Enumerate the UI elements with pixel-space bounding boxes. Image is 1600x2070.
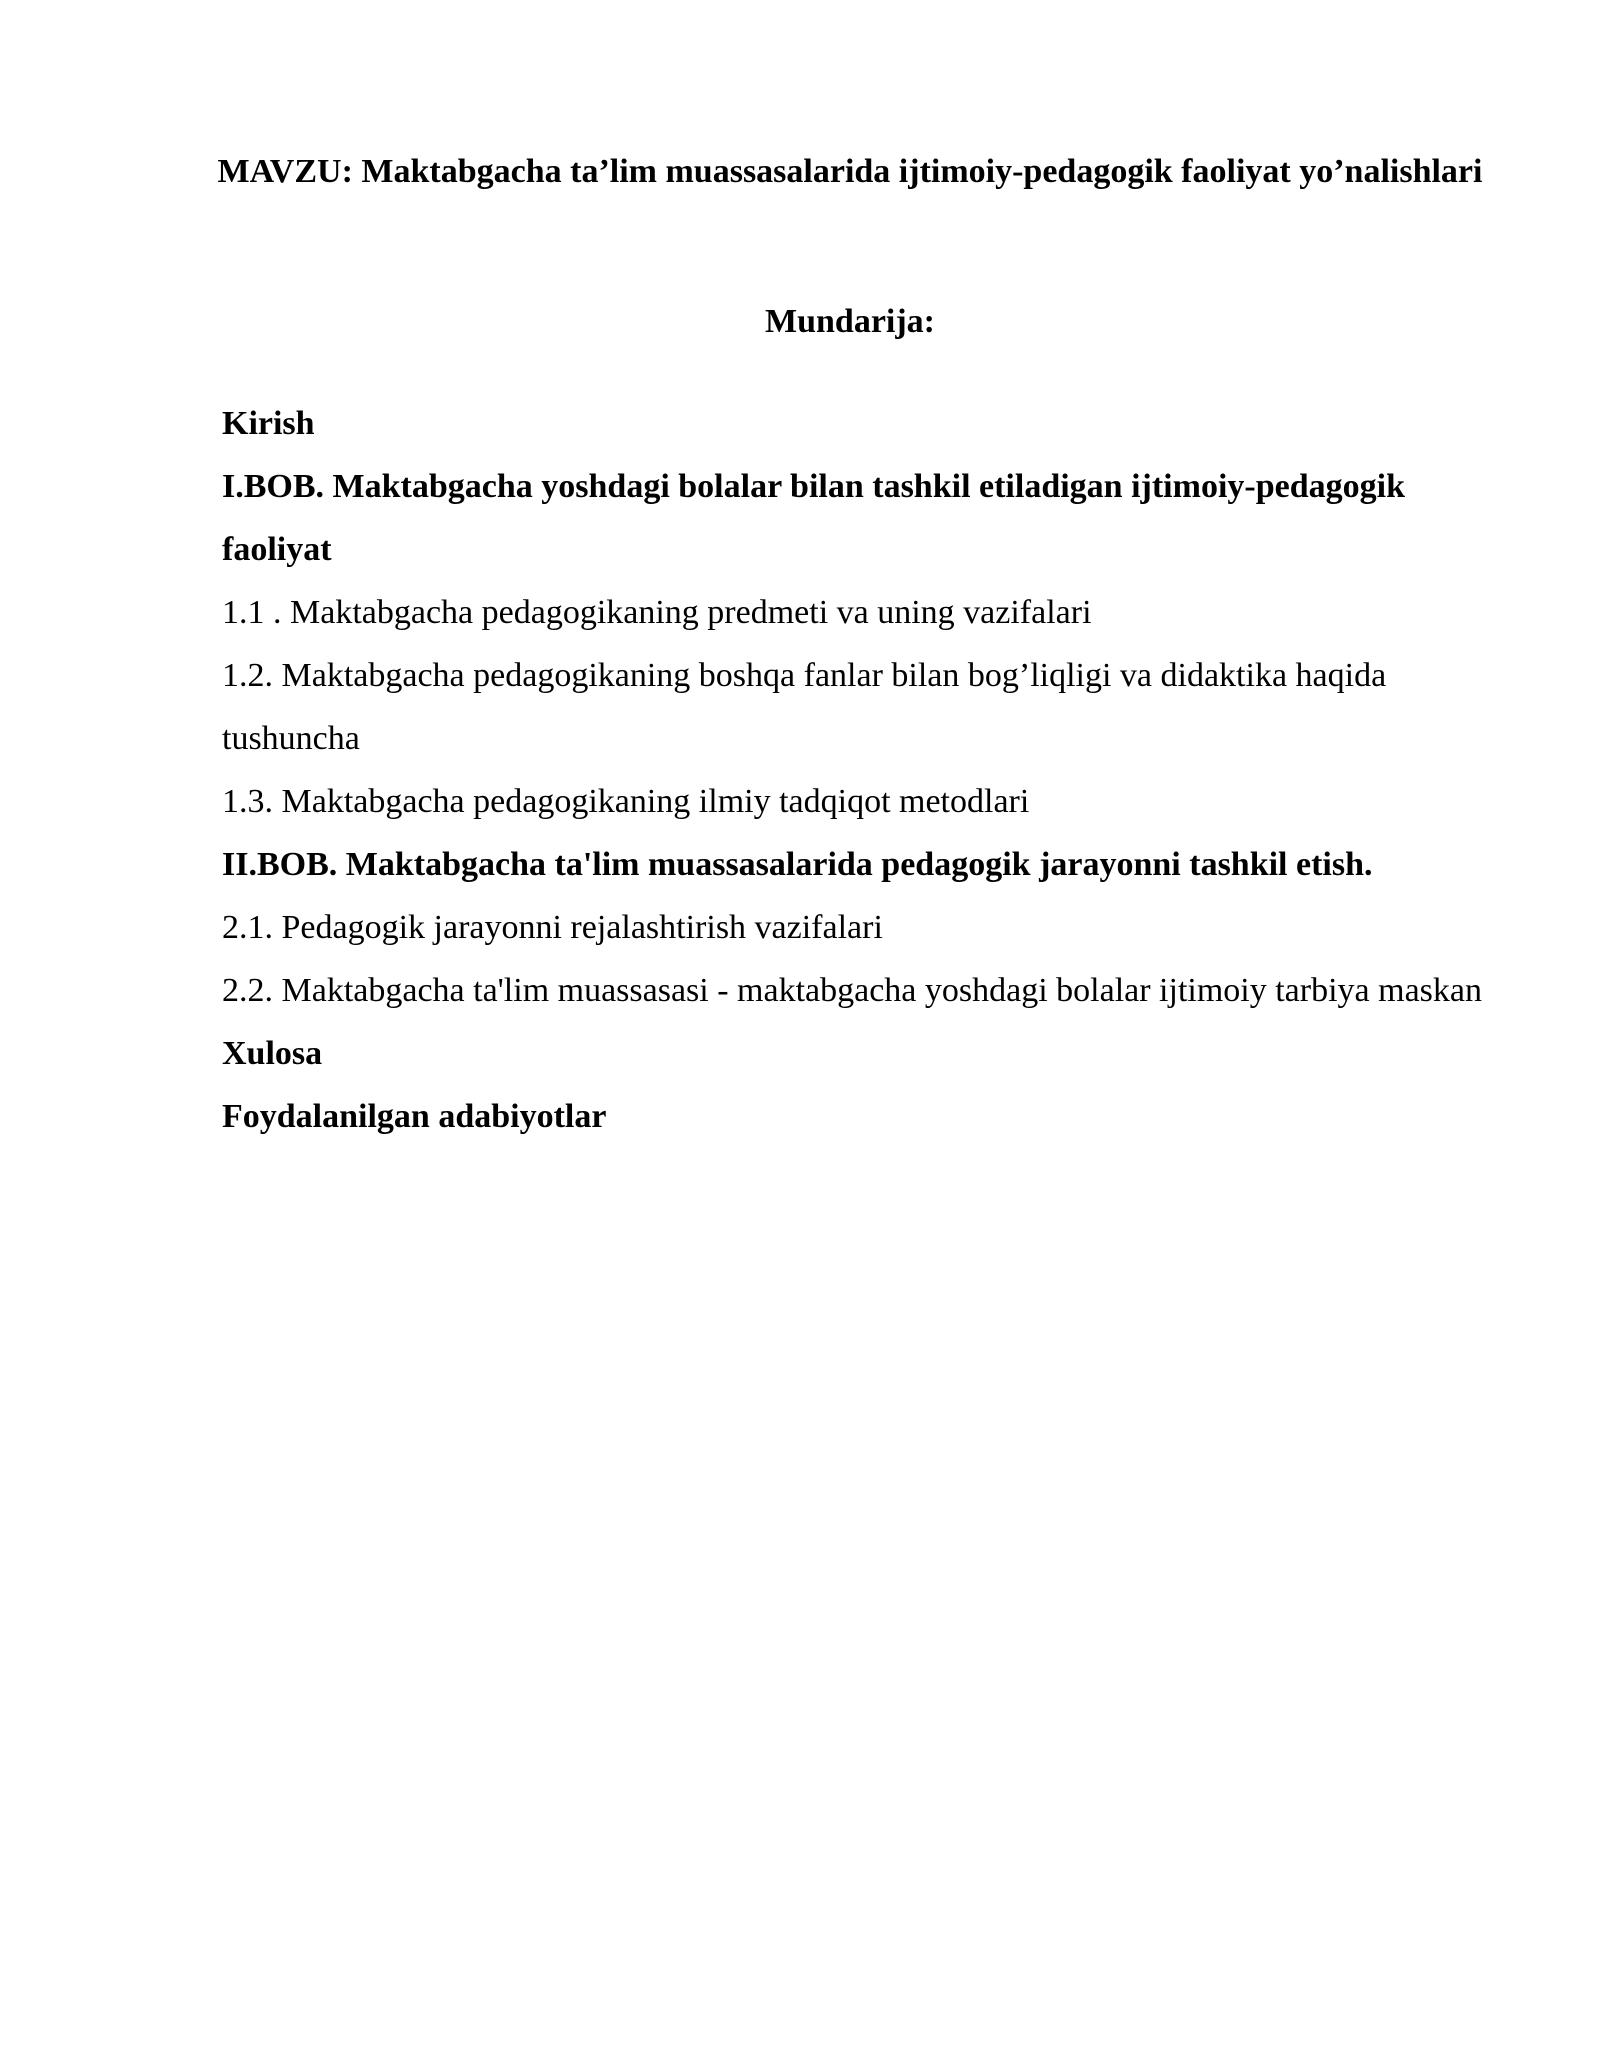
toc-entry-xulosa: Xulosa [222, 1035, 323, 1072]
toc-entry-references: Foydalanilgan adabiyotlar [222, 1098, 607, 1135]
toc-entry-section-1-3: 1.3. Maktabgacha pedagogikaning ilmiy tadqiqot metodlari [222, 783, 1030, 820]
toc-entry-section-1-2: 1.2. Maktabgacha pedagogikaning boshqa fanlar bilan bog’liqligi va didaktika haqida tushuncha [222, 657, 1387, 757]
table-of-contents [222, 392, 1492, 1148]
toc-entry-chapter-1: I.BOB. Maktabgacha yoshdagi bolalar bilan tashkil etiladigan ijtimoiy-pedagogik faoliyat [222, 468, 1405, 568]
toc-entry-section-1-1: 1.1 . Maktabgacha pedagogikaning predmeti va uning vazifalari [222, 594, 1092, 631]
toc-entry-chapter-2: II.BOB. Maktabgacha ta'lim muassasalarida pedagogik jarayonni tashkil etish. [222, 846, 1373, 883]
document-title: MAVZU: Maktabgacha ta’lim muassasalarida ijtimoiy-pedagogik faoliyat yo’nalishlari [217, 153, 1483, 190]
toc-entry-kirish: Kirish [222, 405, 315, 442]
toc-heading: Mundarija: [765, 303, 935, 340]
toc-entry-section-2-1: 2.1. Pedagogik jarayonni rejalashtirish vazifalari [222, 909, 883, 946]
toc-entry-section-2-2: 2.2. Maktabgacha ta'lim muassasasi - maktabgacha yoshdagi bolalar ijtimoiy tarbiya maskan [222, 972, 1482, 1009]
